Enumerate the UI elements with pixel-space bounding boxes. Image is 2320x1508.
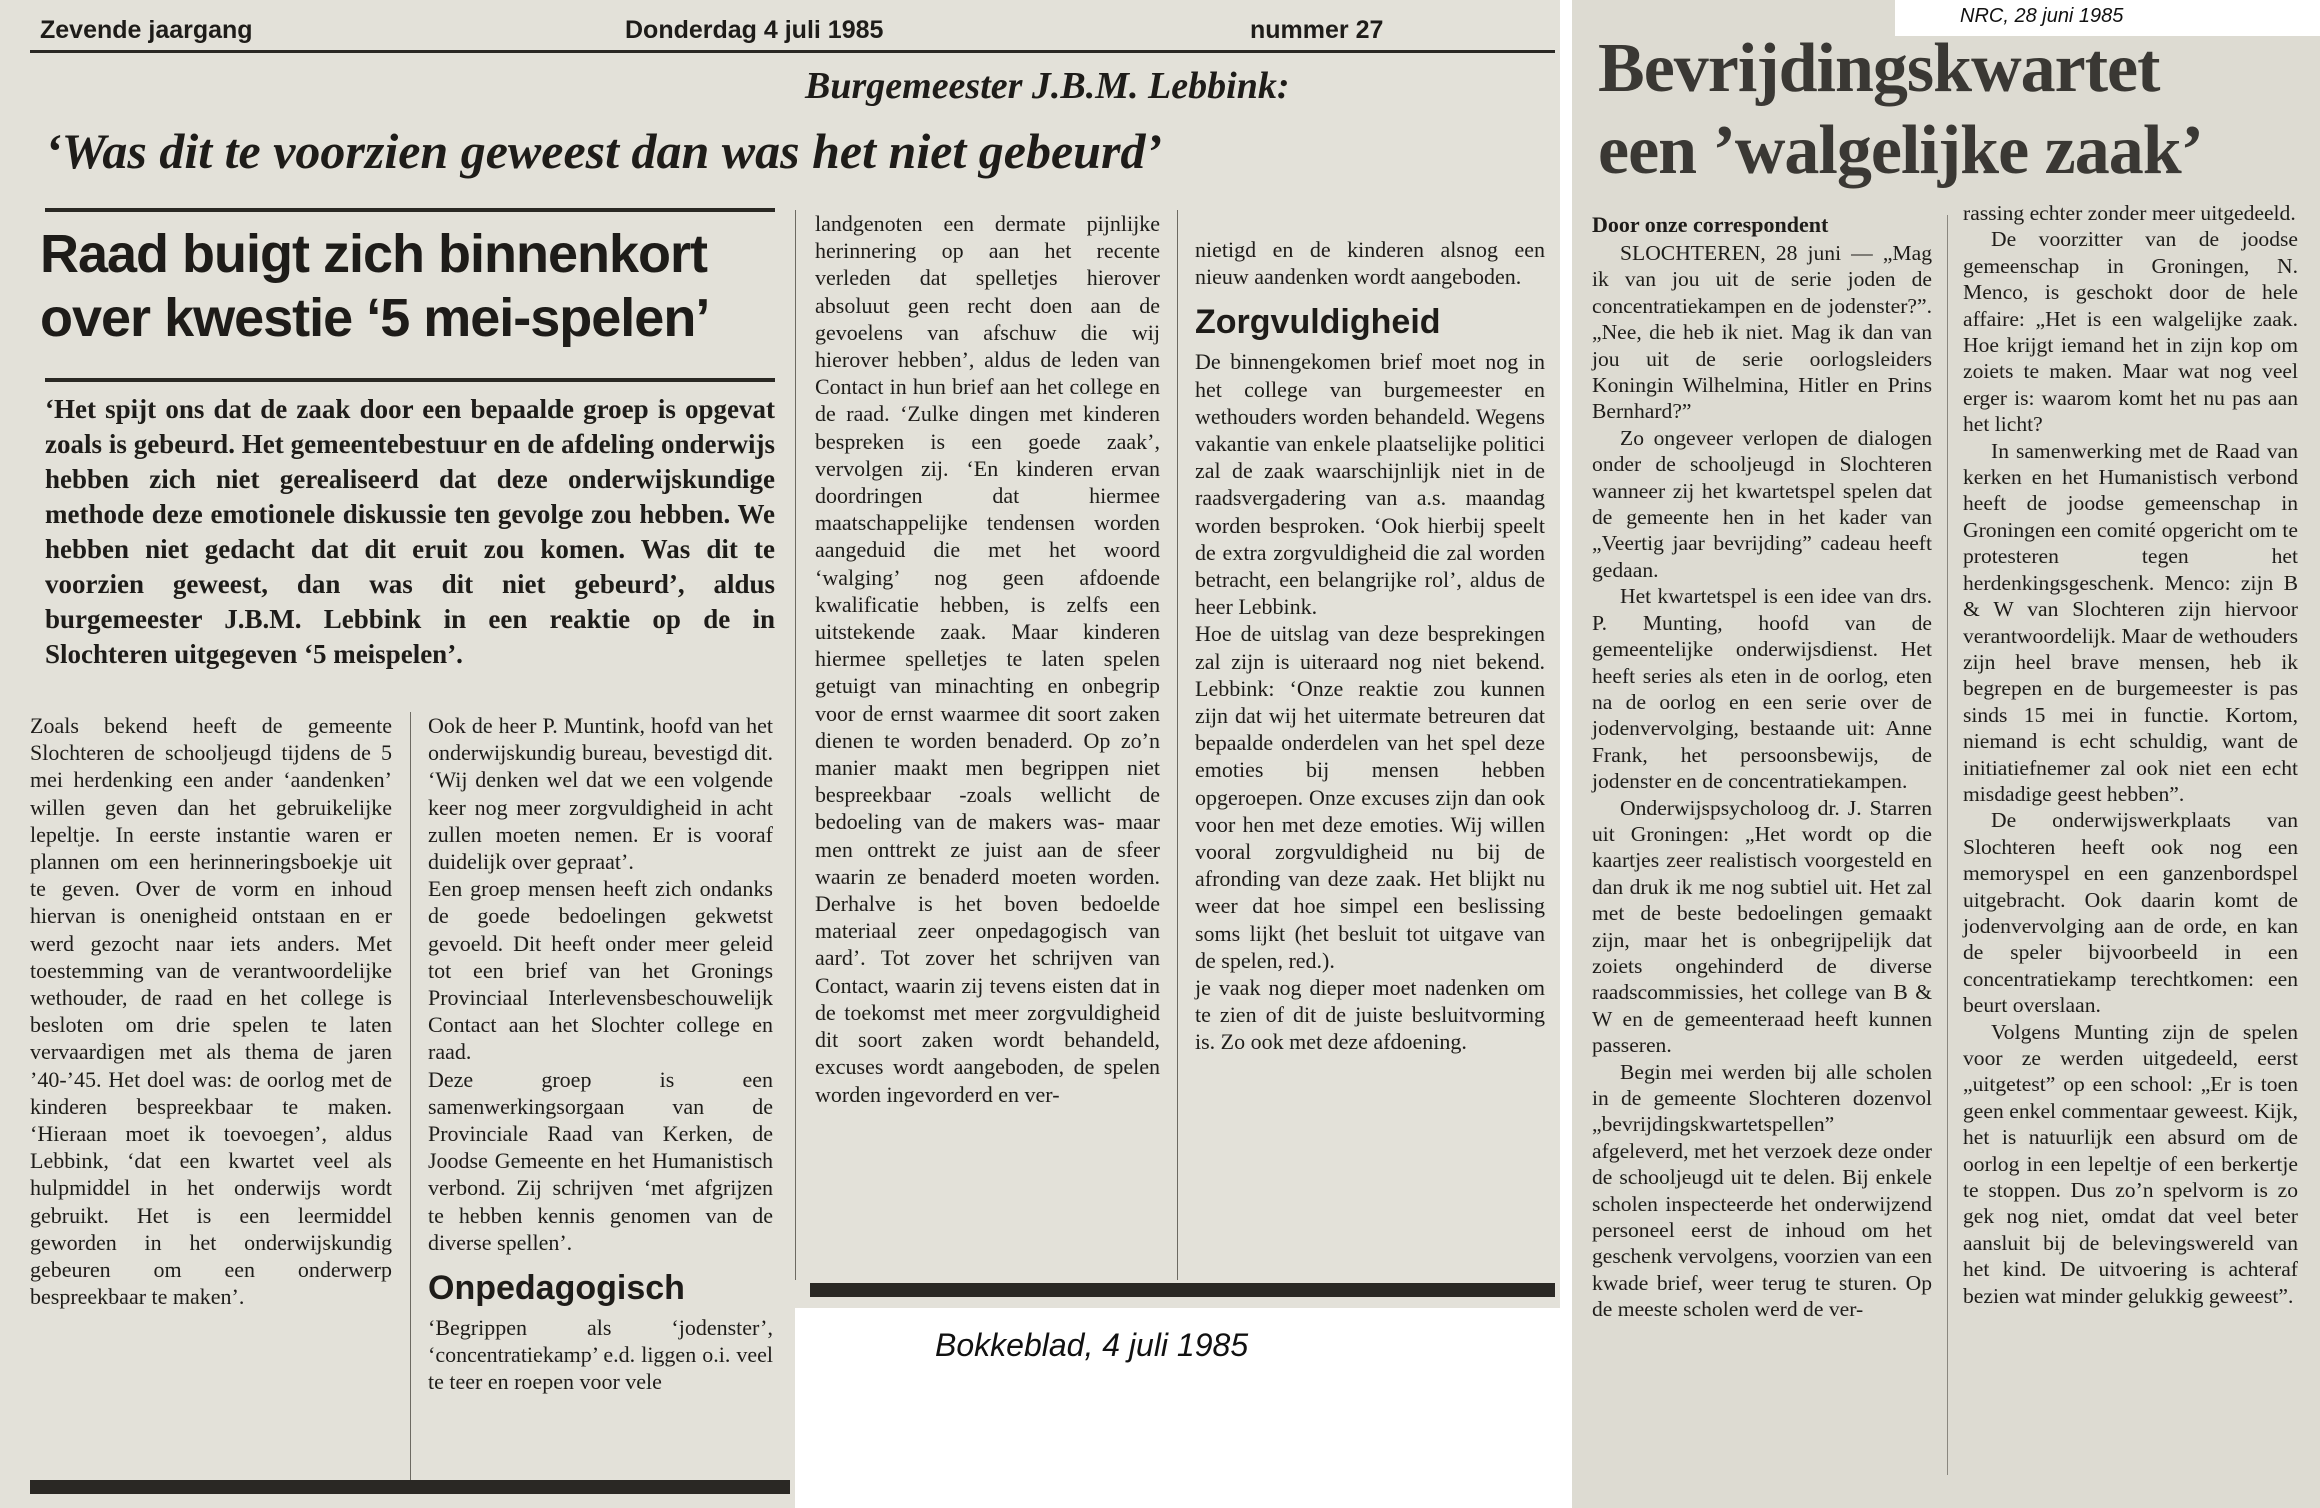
column-divider [410,712,411,1482]
nrc-column-2 [1963,200,2298,1309]
paragraph: Begin mei werden bij alle scholen in de gemeente Slochteren dozenvol „bevrijdingskwartetspellen” afgeleverd, met het verzoek deze onder de schooljeugd uit te delen. Bij enkele scholen inspecteerde het onderwijzend personeel eerst de inhoud om het geschenk vervolgens, voorzien van een kwade brief, weer terug te sturen. Op de meeste scholen werd de ver- [1592,1059,1932,1322]
article-column-2 [428,712,773,1396]
paragraph: ‘Begrippen als ‘jodenster’, ‘concentratiekamp’ e.d. liggen o.i. veel te teer en roepen voor vele [428,1315,773,1395]
article-headline: ‘Was dit te voorzien geweest dan was het niet gebeurd’ [45,123,1163,179]
paragraph: Zoals bekend heeft de gemeente Slochteren de schooljeugd tijdens de 5 mei herdenking een ander ‘aandenken’ willen geven dan het gebruikelijke lepeltje. In eerste instantie waren er plannen om een herinneringsboekje uit te geven. Over de vorm en inhoud hiervan is onenigheid ontstaan en er werd gezocht naar iets anders. Met toestemming van de verantwoordelijke wethouder, de raad en het college is besloten om drie spelen te laten vervaardigen met als thema de jaren ’40-’45. Het doel was: de oorlog met de kinderen bespreekbaar te maken. ‘Hieraan moet ik toevoegen’, aldus Lebbink, ‘dat een kwartet veel als hulpmiddel in het onderwijs wordt gebruikt. Het is een leermiddel geworden in het onderwijskundig gebeuren om een onderwerp bespreekbaar te maken’. [30,713,392,1310]
article-column-3 [815,210,1160,1108]
paragraph: Zo ongeveer verlopen de dialogen onder de schooljeugd in Slochteren wanneer zij het kwartetspel spelen dat de gemeente hen in het kader van „Veertig jaar bevrijding” cadeau heeft gedaan. [1592,425,1932,582]
paragraph: De voorzitter van de joodse gemeenschap in Groningen, N. Menco, is geschokt door de hele affaire: „Het is een walgelijke zaak. Hoe krijgt iemand het in zijn kop om zoiets te maken. Maar wat nog veel erger is: waarom komt het nu pas aan het licht? [1963,227,2298,437]
masthead-rule [30,50,1555,53]
bottom-rule [30,1480,790,1494]
paragraph: Een groep mensen heeft zich ondanks de goede bedoelingen gekwetst gevoeld. Dit heeft onder meer geleid tot een brief van het Gronings Provinciaal Interlevensbeschouwelijk Contact aan het Slochter college en raad. [428,876,773,1065]
paragraph: In samenwerking met de Raad van kerken en het Humanistisch verbond heeft de joodse gemeenschap in Groningen een comité opgericht om te protesteren tegen het herdenkingsgeschenk. Menco: zijn B & W van Slochteren zijn hiervoor verantwoordelijk. Maar de wethouders zijn heel brave mensen, heb ik begrepen en de burgemeester is pas sinds 15 mei in functie. Kortom, niemand is echt schuldig, want de initiatiefnemer zal ook niet een echt misdadige geest hebben”. [1963,438,2298,806]
subheading-zorgvuldigheid: Zorgvuldigheid [1195,303,1441,342]
bottom-rule [810,1283,1555,1297]
headline-rule-top [45,208,775,212]
paragraph: rassing echter zonder meer uitgedeeld. [1963,201,2296,225]
paragraph: Volgens Munting zijn de spelen voor ze werden uitgedeeld, eerst „uitgetest” op een school: „Er is toen geen enkel commentaar geweest. Kijk, het is natuurlijk een absurd om de oorlog in een lepeltje of een berkertje te stoppen. Dus zo’n spelvorm is zo gek nog niet, omdat dat veel beter aansluit bij de belevingswereld van het kind. De uitvoering is achteraf bezien wat minder gelukkig geweest”. [1963,1019,2298,1308]
paragraph: nietigd en de kinderen alsnog een nieuw aandenken wordt aangeboden. [1195,237,1545,290]
article-column-1 [30,712,392,1310]
nrc-byline: Door onze correspondent [1592,212,1829,237]
masthead-date: Donderdag 4 juli 1985 [625,16,884,44]
nrc-headline-line-1: Bevrijdingskwartet [1598,30,2160,107]
paragraph: Ook de heer P. Muntink, hoofd van het onderwijskundig bureau, bevestigd dit. ‘Wij denken wel dat we een volgende keer nog meer zorgvuldigheid in acht zullen moeten nemen. Er is vooraf duidelijk over gepraat’. [428,713,773,875]
masthead-issue: nummer 27 [1250,16,1384,44]
article-column-4 [1195,236,1545,1056]
nrc-headline-line-2: een ’walgelijke zaak’ [1598,112,2203,189]
paragraph: Hoe de uitslag van deze besprekingen zal zijn is uiteraard nog niet bekend. Lebbink: ‘Onze reaktie zou kunnen zijn dat wij het uitermate betreuren dat bepaalde onderdelen van het spel deze emoties bij mensen hebben opgeroepen. Onze excuses zijn dan ook voor hen met deze emoties. Wij willen vooral zorgvuldigheid nu bij de afronding van deze zaak. Het blijkt nu weer dat hoe simpel een beslissing soms lijkt (het besluit tot uitgave van de spelen, red.). [1195,621,1545,973]
nrc-column-1 [1592,240,1932,1323]
paragraph: landgenoten een dermate pijnlijke herinnering op aan het recente verleden dat spelletjes hierover absoluut geen recht doen aan de gevoelens van afschuw die wij hierover hebben’, aldus de leden van Contact in hun brief aan het college en de raad. ‘Zulke dingen met kinderen bespreken is een goede zaak’, vervolgen zij. ‘En kinderen ervan doordringen dat hiermee maatschappelijke tendensen worden aangeduid die met het woord ‘walging’ nog geen afdoende kwalificatie hebben, is zelfs een uitstekende zaak. Maar kinderen hiermee spelletjes te laten spelen getuigt van minachting en onbegrip voor de ernst waarmee dit soort zaken dienen te worden benaderd. Op zo’n manier maakt men begrippen niet bespreekbaar -zoals wellicht de bedoeling van de makers was- maar men onttrekt ze juist aan de sfeer waarin ze benaderd moeten worden. Derhalve is het boven bedoelde materiaal zeer onpedagogisch van aard’. Tot zover het schrijven van Contact, waarin zij tevens eisten dat in de toekomst met meer zorgvuldigheid dit soort zaken wordt behandeld, excuses wordt aangeboden, de spelen worden ingevorderd en ver- [815,211,1160,1107]
paragraph: De binnengekomen brief moet nog in het college van burgemeester en wethouders worden behandeld. Wegens vakantie van enkele plaatselijke politici zal de zaak waarschijnlijk niet in de raadsvergadering van a.s. maandag worden besproken. ‘Ook hierbij speelt de extra zorgvuldigheid die zal worden betracht, een belangrijke rol’, aldus de heer Lebbink. [1195,349,1545,620]
source-caption-bokkeblad: Bokkeblad, 4 juli 1985 [935,1327,1249,1363]
paragraph: je vaak nog dieper moet nadenken om te zien of dit de juiste besluitvorming is. Zo ook met deze afdoening. [1195,975,1545,1055]
secondary-headline: Raad buigt zich binnenkort over kwestie ‘5 mei-spelen’ [40,224,710,348]
nrc-headline [1598,28,2298,192]
paragraph: SLOCHTEREN, 28 juni — „Mag ik van jou uit de serie joden de concentratiekampen en de jodenster?”. „Nee, die heb ik niet. Mag ik dan van jou uit de serie oorlogsleiders Koningin Wilhelmina, Hitler en Prins Bernhard?” [1592,241,1932,424]
paragraph: Deze groep is een samenwerkingsorgaan van de Provinciale Raad van Kerken, de Joodse Gemeente en het Humanistisch verbond. Zij schrijven ‘met afgrijzen te hebben kennis genomen van de diverse spellen’. [428,1066,773,1255]
source-caption-nrc: NRC, 28 juni 1985 [1960,5,2124,27]
paragraph: Het kwartetspel is een idee van drs. P. Munting, hoofd van de gemeentelijke onderwijsdienst. Het heeft series als eten in de oorlog, eten na de oorlog en een serie over de jodenvervolging, bestaande uit: Anne Frank, het persoonsbewijs, de jodenster en de concentratiekampen. [1592,584,1932,794]
headline-rule-bottom [45,378,775,382]
masthead-volume: Zevende jaargang [40,16,253,44]
article-intro: ‘Het spijt ons dat de zaak door een bepaalde groep is opgevat zoals is gebeurd. Het gemeentebestuur en de afdeling onderwijs hebben zich niet gerealiseerd dat deze onderwijskundige methode deze emotionele diskussie ten gevolge zou hebben. We hebben niet gedacht dat dit eruit zou komen. Was dit te voorzien geweest, dan was dit niet gebeurd’, aldus burgemeester J.B.M. Lebbink in een reaktie op de in Slochteren uitgegeven ‘5 meispelen’. [45,394,775,669]
article-kicker: Burgemeester J.B.M. Lebbink: [805,65,1290,107]
column-divider [795,210,796,1280]
column-divider [1177,210,1178,1280]
paragraph: De onderwijswerkplaats van Slochteren heeft ook nog een memoryspel en een ganzenbordspel uitgebracht. Ook daarin komt de jodenvervolging aan de orde, en kan de speler bijvoorbeeld in een concentratiekamp terechtkomen: een beurt overslaan. [1963,808,2298,1018]
subheading-onpedagogisch: Onpedagogisch [428,1269,685,1308]
paragraph: Onderwijspsycholoog dr. J. Starren uit Groningen: „Het wordt op die kaartjes zeer realistisch voorgesteld en dan druk ik me nog subtiel uit. Het zal met de beste bedoelingen gemaakt zijn, maar het is onbegrijpelijk dat zoiets ongehinderd de diverse raadscommissies, het college van B & W en de gemeenteraad heeft kunnen passeren. [1592,795,1932,1058]
column-divider [1947,215,1948,1475]
